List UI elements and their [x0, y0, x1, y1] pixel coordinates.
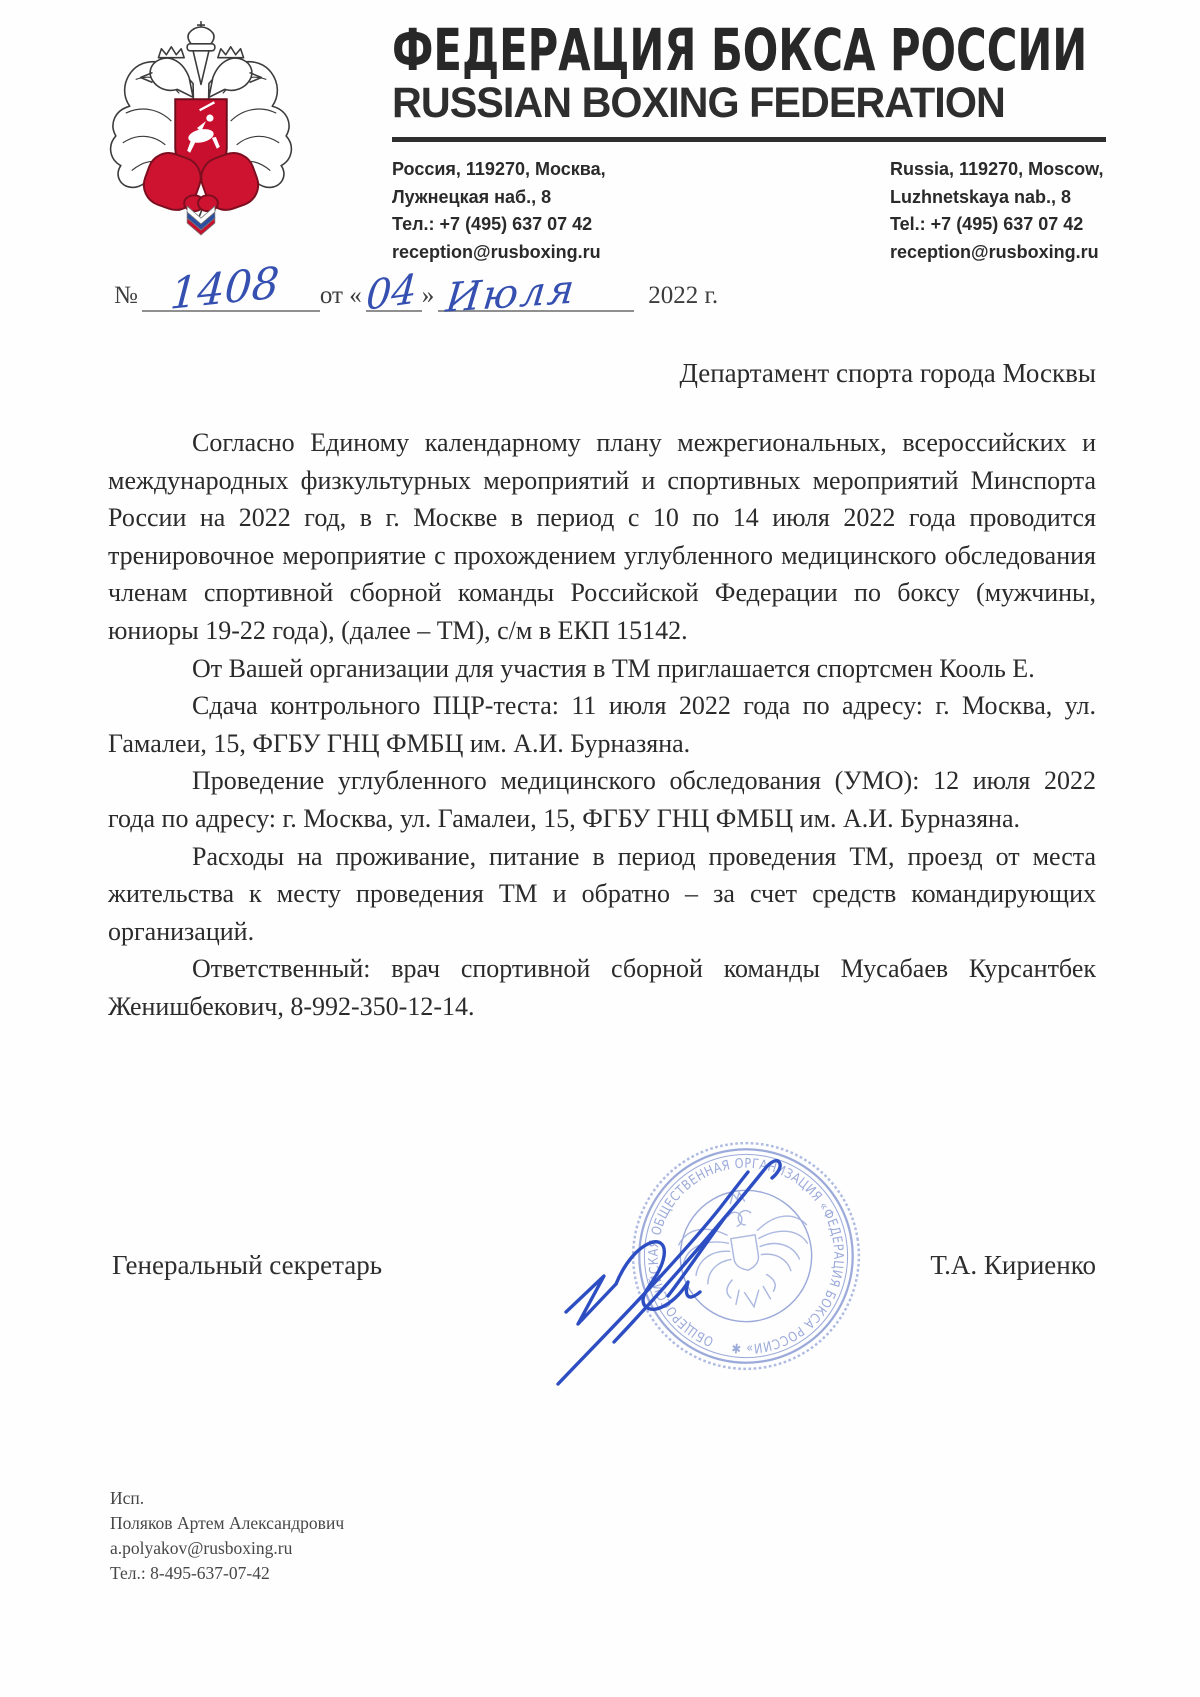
paragraph: Проведение углубленного медицинского обследования (УМО): 12 июля 2022 года по адресу: г. Москва, ул. Гамалеи, 15, ФГБУ ГНЦ ФМБЦ им. А.И. Бурназяна. [108, 766, 1096, 833]
ref-number-label: № [114, 282, 138, 309]
org-name-ru: ФЕДЕРАЦИЯ БОКСА РОССИИ [392, 16, 1088, 84]
letterhead-addresses [392, 156, 1106, 274]
addressee: Департамент спорта города Москвы [679, 358, 1096, 388]
address-ru [392, 156, 606, 266]
ref-from-label: от « [319, 282, 362, 309]
address-ru-line: Лужнецкая наб., 8 [392, 186, 552, 207]
address-en-line: Russia, 119270, Moscow, [890, 159, 1104, 179]
address-en [890, 156, 1103, 266]
org-name-en: RUSSIAN BOXING FEDERATION [392, 79, 1005, 127]
boxing-federation-emblem-icon [102, 18, 300, 238]
address-ru-line: Россия, 119270, Москва, [392, 159, 606, 179]
executor-label: Исп. [110, 1488, 145, 1508]
address-en-line: Tel.: +7 (495) 637 07 42 [890, 214, 1084, 234]
letterhead [392, 16, 1106, 274]
ref-month-blank [438, 266, 634, 322]
ref-number-blank [142, 257, 320, 321]
letter-body [108, 424, 1096, 1026]
handwritten-day: 04 [364, 266, 419, 320]
paragraph: Расходы на проживание, питание в период проведения ТМ, проезд от места жительства к месту проведения ТМ и обратно – за счет средств командирующих организаций. [108, 841, 1096, 946]
handwritten-month: Июля [443, 266, 579, 322]
address-en-email: reception@rusboxing.ru [890, 241, 1099, 262]
letterhead-divider [392, 137, 1106, 142]
paragraph: Ответственный: врач спортивной сборной команды Мусабаев Курсантбек Женишбекович, 8-992-350-12-14. [108, 954, 1096, 1021]
address-ru-line: Тел.: +7 (495) 637 07 42 [392, 214, 593, 234]
executor-name: Поляков Артем Александрович [110, 1513, 345, 1533]
paragraph: Сдача контрольного ПЦР-теста: 11 июля 2022 года по адресу: г. Москва, ул. Гамалеи, 15, ФГБУ ГНЦ ФМБЦ им. А.И. Бурназяна. [108, 691, 1096, 758]
executor-phone: Тел.: 8-495-637-07-42 [110, 1563, 270, 1583]
reference-row [114, 257, 722, 322]
executor-block [110, 1486, 344, 1586]
ref-year: 2022 г. [648, 282, 719, 309]
address-ru-email: reception@rusboxing.ru [392, 241, 601, 262]
paragraph: Согласно Единому календарному плану межрегиональных, всероссийских и международных физкультурных мероприятий и спортивных мероприятий Минспорта России на 2022 год, в г. Москве в период с 10 по 14 июля 2022 года проводится тренировочное мероприятие с прохождением углубленного медицинского обследования членам спортивной сборной команды Российской Федерации по боксу (мужчины, юниоры 19-22 года), (далее – ТМ), с/м в ЕКП 15142. [108, 428, 1096, 645]
stamp-ring-text: ОБЩЕРОССИЙСКАЯ ОБЩЕСТВЕННАЯ ОРГАНИЗАЦИЯ «ФЕДЕРАЦИЯ БОКСА РОССИИ» ✱ [646, 1156, 846, 1356]
ref-quote-close: » [421, 282, 435, 309]
executor-email: a.polyakov@rusboxing.ru [110, 1538, 293, 1558]
signer-name: Т.А. Кириенко [930, 1250, 1096, 1280]
ref-day-blank [364, 266, 422, 320]
signer-title: Генеральный секретарь [112, 1250, 383, 1280]
signature-scribble [548, 1100, 858, 1400]
address-en-line: Luzhnetskaya nab., 8 [890, 186, 1072, 207]
paragraph: От Вашей организации для участия в ТМ приглашается спортсмен Кооль Е. [192, 653, 1035, 683]
handwritten-number: 1408 [168, 257, 281, 321]
